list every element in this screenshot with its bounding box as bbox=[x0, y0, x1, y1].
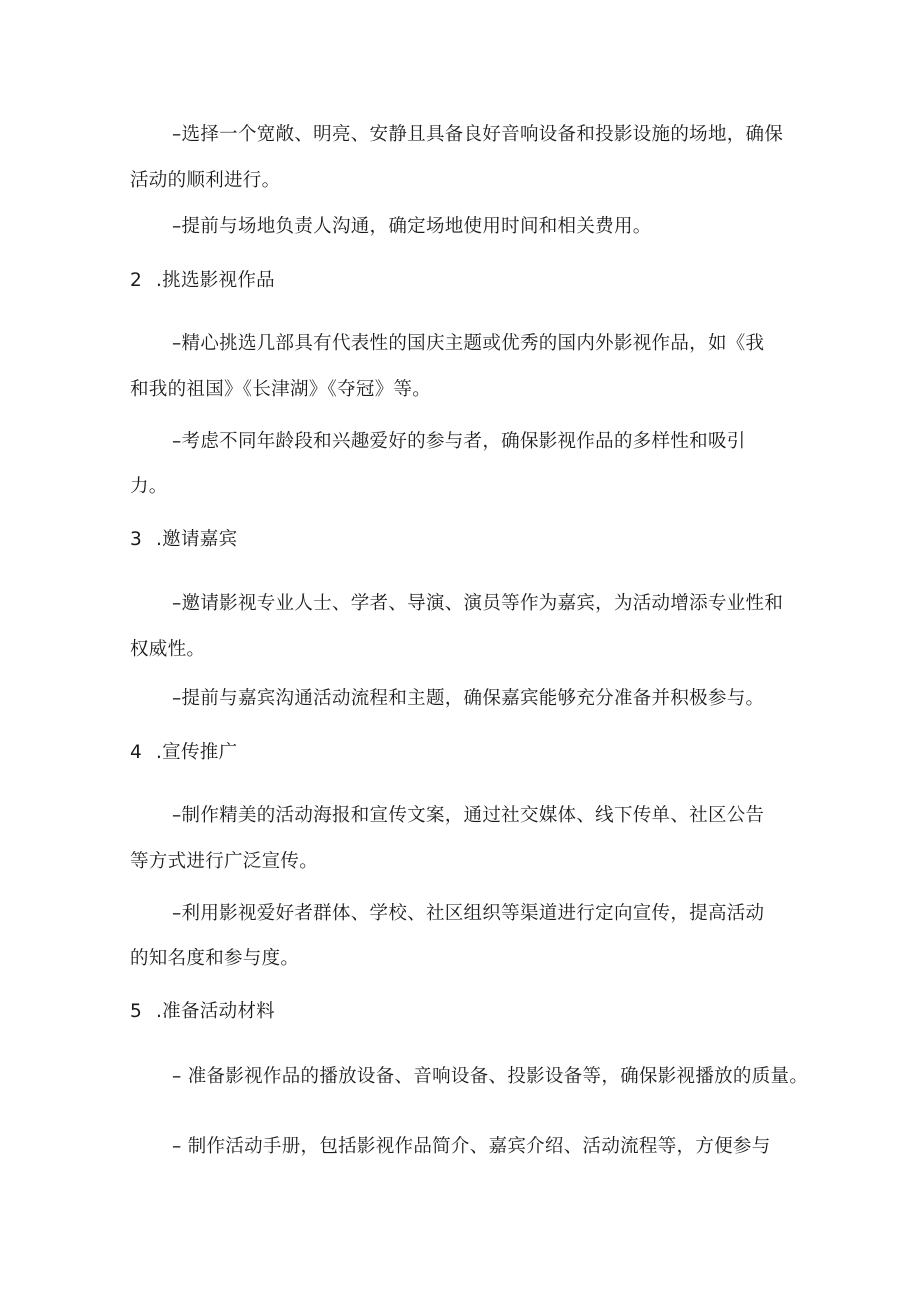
paragraph-line: –邀请影视专业人士、学者、导演、演员等作为嘉宾，为活动增添专业性和 bbox=[172, 593, 784, 614]
section-heading bbox=[130, 740, 237, 766]
paragraph-line: 等方式进行广泛宣传。 bbox=[130, 851, 319, 872]
section-title: .挑选影视作品 bbox=[156, 270, 275, 291]
paragraph-line: 的知名度和参与度。 bbox=[130, 948, 300, 969]
section-number: 4 bbox=[130, 742, 143, 763]
section-number: 5 bbox=[130, 1001, 143, 1022]
paragraph-line: 权威性。 bbox=[130, 639, 206, 660]
paragraph-line: –考虑不同年龄段和兴趣爱好的参与者，确保影视作品的多样性和吸引 bbox=[172, 431, 746, 452]
paragraph-line: – 准备影视作品的播放设备、音响设备、投影设备等，确保影视播放的质量。 bbox=[172, 1066, 809, 1087]
section-number: 3 bbox=[130, 529, 143, 550]
paragraph-line: –精心挑选几部具有代表性的国庆主题或优秀的国内外影视作品，如《我 bbox=[172, 333, 765, 354]
section-title: .邀请嘉宾 bbox=[156, 529, 238, 550]
paragraph-line: –利用影视爱好者群体、学校、社区组织等渠道进行定向宣传，提高活动 bbox=[172, 903, 765, 924]
paragraph-line: –制作精美的活动海报和宣传文案，通过社交媒体、线下传单、社区公告 bbox=[172, 805, 765, 826]
paragraph-line: –提前与场地负责人沟通，确定场地使用时间和相关费用。 bbox=[172, 216, 652, 237]
section-heading bbox=[130, 268, 275, 294]
section-title: .准备活动材料 bbox=[156, 1001, 275, 1022]
paragraph-line: 力。 bbox=[130, 476, 168, 497]
paragraph-line: –选择一个宽敞、明亮、安静且具备良好音响设备和投影设施的场地，确保 bbox=[172, 124, 784, 145]
section-title: .宣传推广 bbox=[156, 742, 238, 763]
section-heading bbox=[130, 999, 275, 1025]
section-number: 2 bbox=[130, 270, 143, 291]
paragraph-line: –提前与嘉宾沟通活动流程和主题，确保嘉宾能够充分准备并积极参与。 bbox=[172, 688, 765, 709]
paragraph-line: 活动的顺利进行。 bbox=[130, 170, 281, 191]
section-heading bbox=[130, 527, 237, 553]
paragraph-line: 和我的祖国》《长津湖》《夺冠》等。 bbox=[130, 379, 432, 400]
paragraph-line: – 制作活动手册，包括影视作品简介、嘉宾介绍、活动流程等，方便参与 bbox=[172, 1136, 771, 1157]
